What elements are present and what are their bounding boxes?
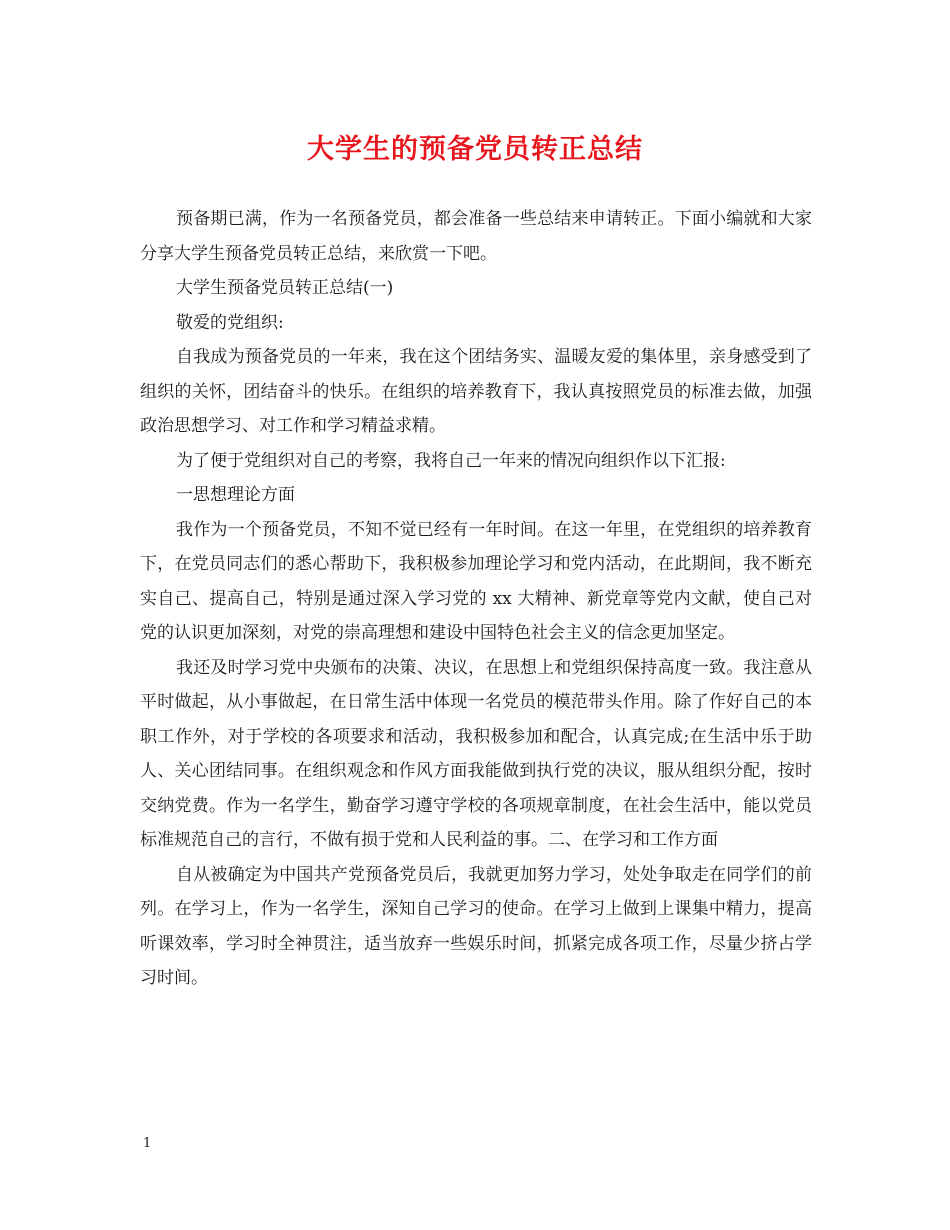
paragraph-body: 自从被确定为中国共产党预备党员后，我就更加努力学习，处处争取走在同学们的前列。在学习上，作为一名学生，深知自己学习的使命。在学习上做到上课集中精力，提高听课效率，学习时全神贯注，适当放弃一些娱乐时间，抓紧完成各项工作，尽量少挤占学习时间。 bbox=[140, 864, 812, 988]
paragraph-body: 我还及时学习党中央颁布的决策、决议，在思想上和党组织保持高度一致。我注意从平时做起，从小事做起，在日常生活中体现一名党员的模范带头作用。除了作好自己的本职工作外，对于学校的各项要求和活动，我积极参加和配合，认真完成;在生活中乐于助人、关心团结同事。在组织观念和作风方面我能做到执行党的决议，服从组织分配，按时交纳党费。作为一名学生，勤奋学习遵守学校的各项规章制度，在社会生活中，能以党员标准规范自己的言行，不做有损于党和人民利益的事。二、在学习和工作方面 bbox=[140, 657, 812, 850]
paragraph-body: 我作为一个预备党员，不知不觉已经有一年时间。在这一年里，在党组织的培养教育下，在党员同志们的悉心帮助下，我积极参加理论学习和党内活动，在此期间，我不断充实自己、提高自己，特别是通过深入学习党的 xx 大精神、新党章等党内文献，使自己对党的认识更加深刻，对党的崇高理想和建设中国特色社会主义的信念更加坚定。 bbox=[140, 519, 812, 643]
section-heading: 一思想理论方面 bbox=[176, 485, 295, 505]
paragraph-salutation: 敬爱的党组织: bbox=[176, 312, 284, 333]
document-title: 大学生的预备党员转正总结 bbox=[307, 134, 643, 165]
document-body bbox=[140, 202, 812, 996]
page-number: 1 bbox=[143, 1136, 152, 1151]
paragraph-subtitle: 大学生预备党员转正总结(一) bbox=[176, 278, 394, 298]
paragraph-body: 自我成为预备党员的一年来，我在这个团结务实、温暖友爱的集体里，亲身感受到了组织的关怀，团结奋斗的快乐。在组织的培养教育下，我认真按照党员的标准去做，加强政治思想学习、对工作和学习精益求精。 bbox=[140, 347, 812, 436]
paragraph-body: 为了便于党组织对自己的考察，我将自己一年来的情况向组织作以下汇报: bbox=[176, 450, 726, 471]
paragraph-intro: 预备期已满，作为一名预备党员，都会准备一些总结来申请转正。下面小编就和大家分享大学生预备党员转正总结，来欣赏一下吧。 bbox=[140, 209, 812, 264]
